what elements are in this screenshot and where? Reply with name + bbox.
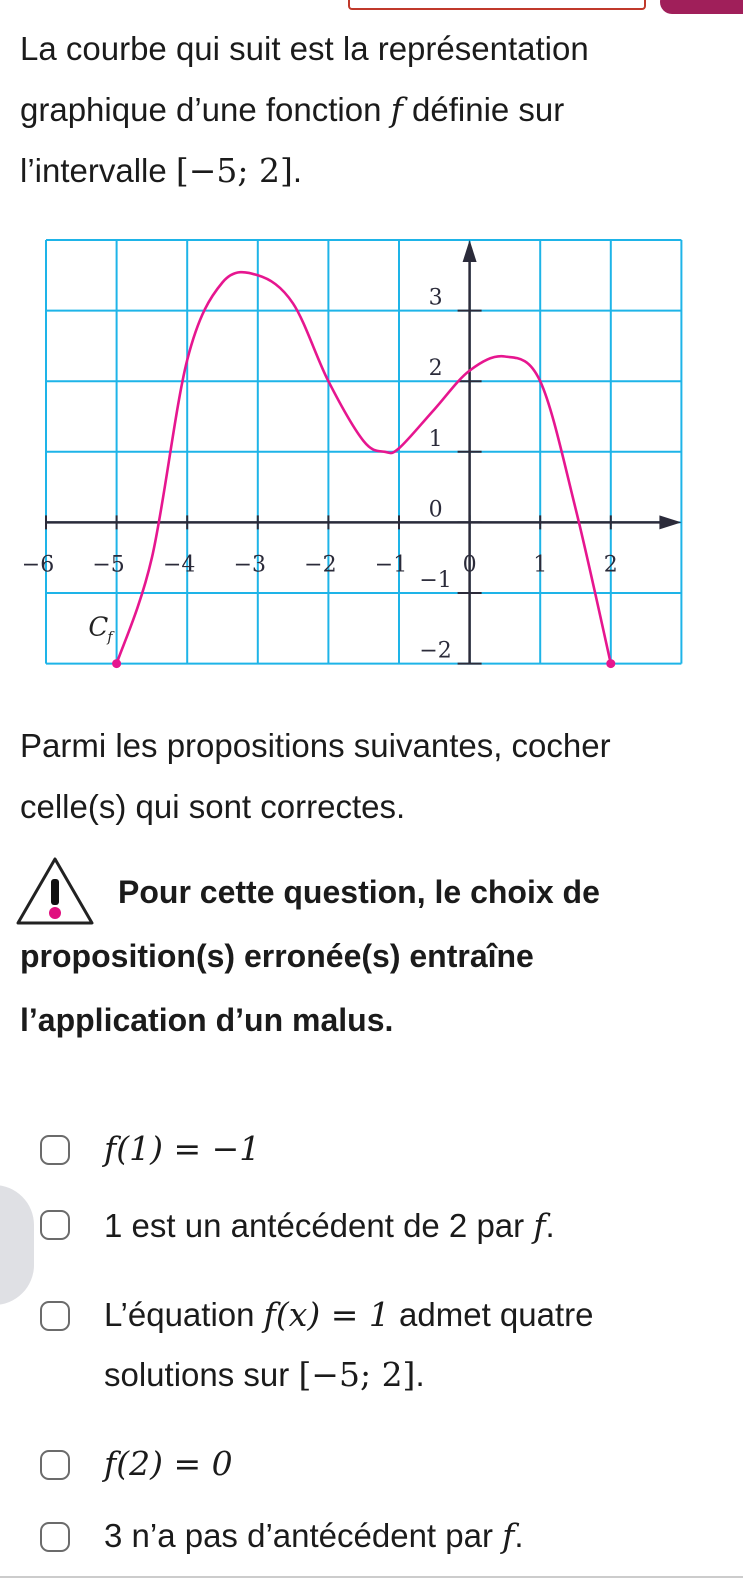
question-line-2: celle(s) qui sont correctes. xyxy=(20,788,406,825)
curve-label-subscript: f xyxy=(107,629,113,646)
y-tick-label: 0 xyxy=(428,497,443,523)
y-tick-label: −2 xyxy=(419,638,452,664)
option-3-label-line-2 xyxy=(104,1347,425,1403)
option-3-text-b: admet quatre xyxy=(389,1296,594,1333)
x-tick-label: −5 xyxy=(92,552,125,578)
y-tick-label: 3 xyxy=(428,285,443,311)
interval: [−5; 2] xyxy=(175,151,293,190)
question-line-1: Parmi les propositions suivantes, cocher xyxy=(20,727,611,764)
x-tick-label: 2 xyxy=(603,552,618,578)
option-5-checkbox[interactable] xyxy=(40,1522,70,1552)
x-tick-label: −3 xyxy=(233,552,267,578)
curve-label: C xyxy=(88,612,109,643)
x-tick-label: 0 xyxy=(462,552,477,578)
function-name: f xyxy=(390,90,403,129)
option-1-checkbox[interactable] xyxy=(40,1135,70,1165)
side-bubble xyxy=(0,1185,34,1305)
question-text xyxy=(20,715,735,837)
option-3-label-line-1 xyxy=(104,1287,593,1343)
intro-period: . xyxy=(292,152,303,189)
option-3-end: . xyxy=(415,1356,425,1393)
option-3-equation: f(x) = 1 xyxy=(263,1295,390,1334)
option-5-label xyxy=(104,1508,524,1564)
header-tag xyxy=(660,0,743,14)
option-2-end: . xyxy=(545,1207,555,1244)
intro-line-3: l’intervalle xyxy=(20,152,176,189)
option-2-text: 1 est un antécédent de 2 par xyxy=(104,1207,534,1244)
option-4-checkbox[interactable] xyxy=(40,1450,70,1480)
bottom-divider xyxy=(0,1576,743,1578)
y-tick-label: 1 xyxy=(428,426,443,452)
intro-line-2: graphique d’une fonction xyxy=(20,91,391,128)
option-2-label xyxy=(104,1198,555,1254)
curve-endpoint xyxy=(606,659,615,668)
option-3-checkbox[interactable] xyxy=(40,1301,70,1331)
x-tick-label: −6 xyxy=(21,552,55,578)
intro-text xyxy=(20,18,720,201)
x-tick-label: −4 xyxy=(162,552,196,578)
function-graph xyxy=(0,225,743,695)
option-3-text-a: L’équation xyxy=(104,1296,264,1333)
x-tick-label: 1 xyxy=(533,552,548,578)
y-axis-arrow xyxy=(463,240,477,262)
y-tick-label: 2 xyxy=(428,356,443,382)
option-5-fn: f xyxy=(502,1516,515,1555)
intro-line-1: La courbe qui suit est la représentation xyxy=(20,30,589,67)
option-2-fn: f xyxy=(533,1206,546,1245)
option-5-text: 3 n’a pas d’antécédent par xyxy=(104,1517,503,1554)
curve-endpoint xyxy=(112,659,121,668)
option-1-label: f(1) = −1 xyxy=(104,1129,261,1168)
header-frame xyxy=(348,0,646,10)
x-tick-label: −2 xyxy=(304,552,337,578)
option-5-end: . xyxy=(514,1517,524,1554)
warning-text: Pour cette question, le choix de proposition(s) erronée(s) entraîne l’application d’un malus. xyxy=(20,874,600,1038)
option-3-interval: [−5; 2] xyxy=(298,1355,416,1394)
option-4-label: f(2) = 0 xyxy=(104,1444,233,1483)
x-tick-label: −1 xyxy=(374,552,408,578)
x-axis-arrow xyxy=(659,515,681,529)
intro-line-2-end: définie sur xyxy=(402,91,565,128)
y-tick-label: −1 xyxy=(419,568,452,593)
option-3-text-c: solutions sur xyxy=(104,1356,299,1393)
option-2-checkbox[interactable] xyxy=(40,1210,70,1240)
function-curve xyxy=(117,272,611,663)
